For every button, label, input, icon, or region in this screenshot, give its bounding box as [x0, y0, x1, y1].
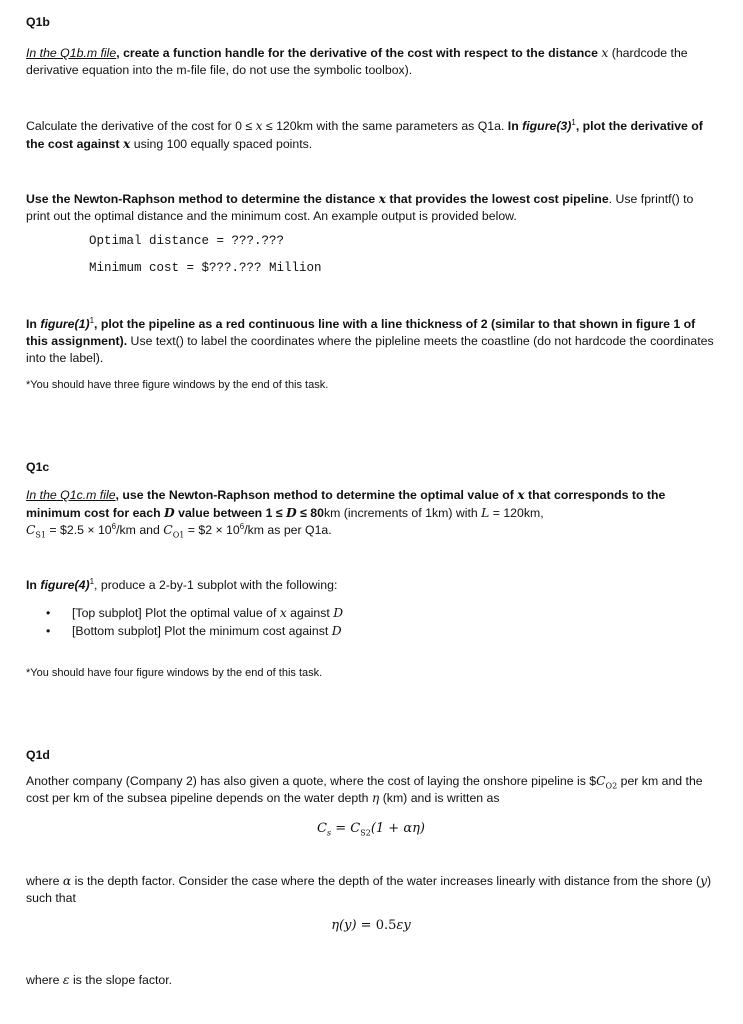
q1b-file-link: In the Q1b.m file: [26, 46, 117, 60]
q1d-paragraph-2: where α is the depth factor. Consider the case where the depth of the water increases linearly with distance from the shore (y) such that: [26, 874, 712, 905]
q1d-paragraph-1: Another company (Company 2) has also given a quote, where the cost of laying the onshore pipeline is $\$C_{O2}$ per km and the cost per km of the subsea pipeline depends on the water depth η (km) and is written as: [26, 774, 703, 805]
q1c-file-link: In the Q1c.m file: [26, 488, 116, 502]
q1b-paragraph-1: In the Q1b.m file, create a function handle for the derivative of the cost with respect to the distance x (hardcode the derivative equation into the m-file file, do not use the symbolic toolbox).: [26, 46, 688, 77]
q1b-paragraph-3: Use the Newton-Raphson method to determine the distance x that provides the lowest cost pipeline. Use fprintf() to print out the optimal distance and the minimum cost. An example output is provided below.: [26, 191, 694, 223]
q1d-paragraph-3: where ε is the slope factor.: [26, 973, 173, 987]
q1c-note: *You should have four figure windows by the end of this task.: [26, 667, 323, 679]
bullet-icon: •: [46, 624, 51, 638]
q1c-paragraph-2: In $figure(4)^1$, produce a 2-by-1 subplot with the following:: [26, 576, 338, 592]
q1c-heading: Q1c: [26, 460, 50, 474]
list-item: • [Top subplot] Plot the optimal value of x against D: [46, 606, 344, 620]
example-output-line-2: Minimum cost = $???.??? Million: [89, 261, 322, 275]
equation-subsea-cost: $C_s = C_{S2}(1 + \alpha\eta)$: [317, 821, 425, 838]
list-item: • [Bottom subplot] Plot the minimum cost against D: [46, 624, 342, 638]
example-output-line-1: Optimal distance = ???.???: [89, 234, 285, 248]
q1b-paragraph-4: In $figure(1)^1$, plot the pipeline as a red continuous line with a line thickness of 2 (similar to that shown in figure 1 of this assignment). Use text() to label the coordinates where the pipleline meets the coastline (do not hardcode the coordinates into the label).: [26, 315, 714, 365]
q1b-note: *You should have three figure windows by the end of this task.: [26, 379, 329, 391]
q1b-paragraph-2: Calculate the derivative of the cost for 0 ≤ x ≤ 120km with the same parameters as Q1a. In $figure(3)^1$, plot the derivative of the cost against x using 100 equally spaced points.: [26, 117, 703, 151]
bullet-icon: •: [46, 606, 51, 620]
q1b-heading: Q1b: [26, 15, 50, 29]
q1d-heading: Q1d: [26, 748, 50, 762]
equation-water-depth: η(y) = 0.5εy: [331, 918, 411, 933]
subplot-list: [26, 604, 716, 640]
q1c-paragraph-1: In the Q1c.m file, use the Newton-Raphson method to determine the optimal value of x that corresponds to the minimum cost for each D value between 1 ≤ D ≤ 80km (increments of 1km) with L = 120km, $C_{S1}$ = $2.5 × $10^6/km$ and $C_{O1}$ = $2 × $10^6/km$ as per Q1a.: [26, 487, 666, 540]
